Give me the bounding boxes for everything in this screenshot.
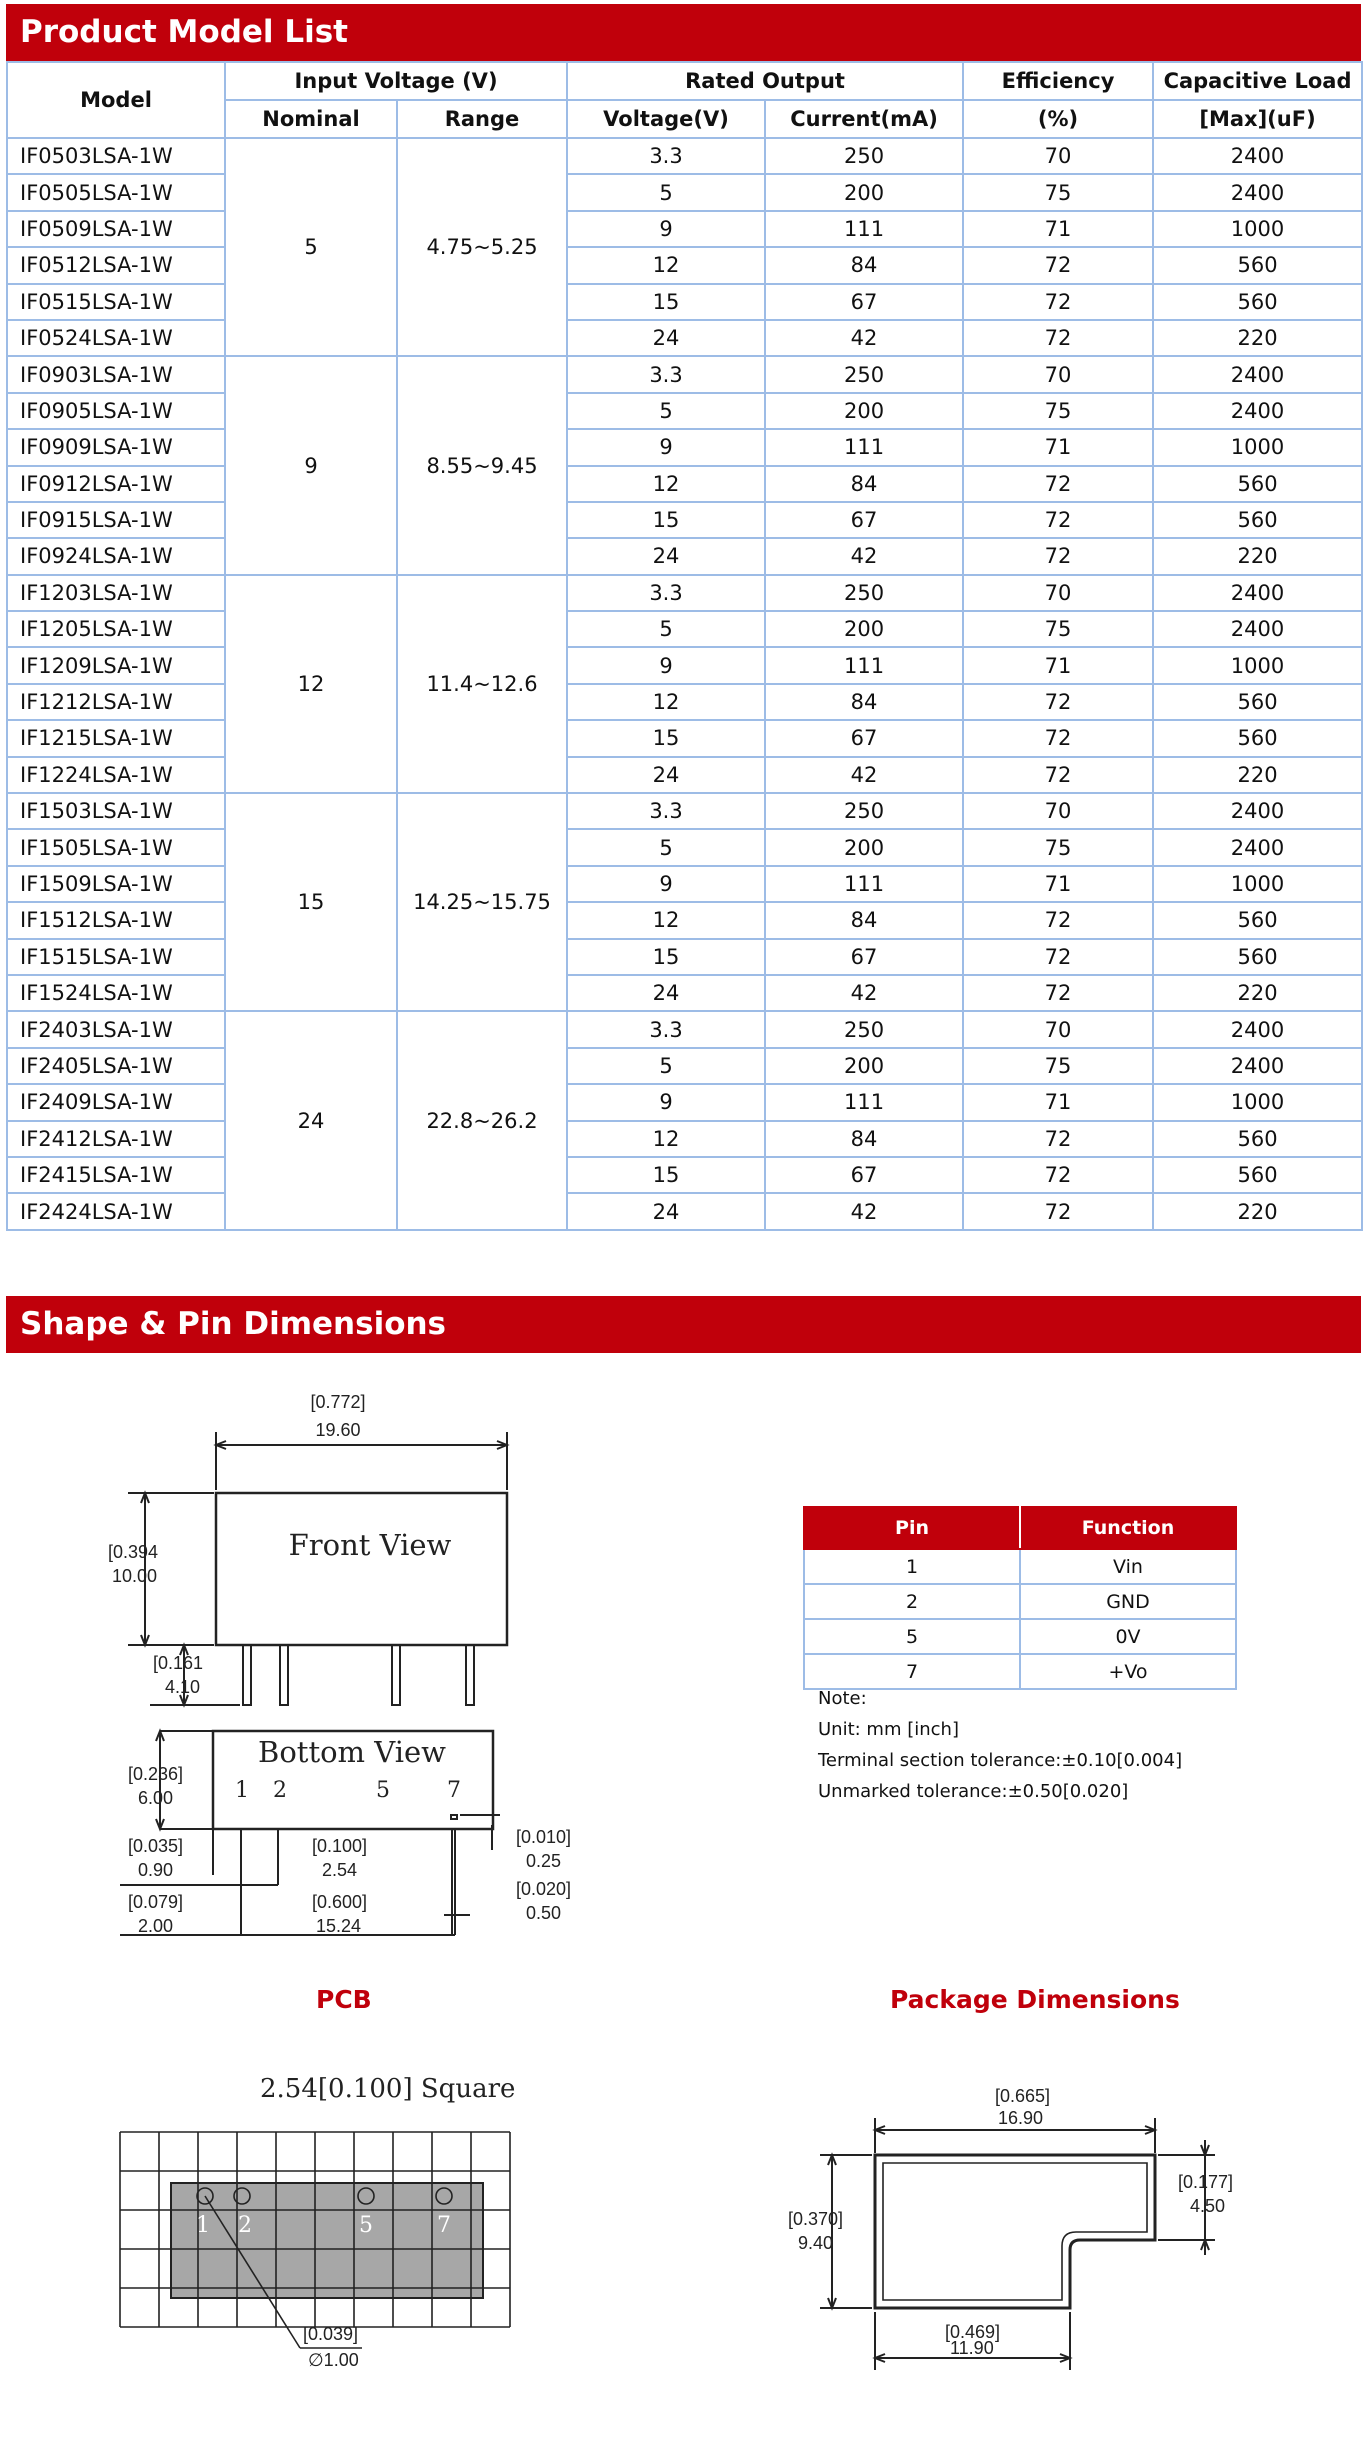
table-row [7, 211, 1362, 247]
model-cell: IF0912LSA-1W [7, 466, 225, 502]
efficiency-cell: 72 [963, 757, 1153, 793]
model-cell: IF0924LSA-1W [7, 538, 225, 574]
nominal-cell: 9 [225, 356, 397, 574]
front-width-mm: 19.60 [315, 1420, 361, 1440]
voltage-cell: 3.3 [567, 356, 765, 392]
current-cell: 42 [765, 975, 963, 1011]
section-title: Product Model List [20, 14, 348, 50]
cap-load-cell: 560 [1153, 939, 1362, 975]
efficiency-cell: 72 [963, 684, 1153, 720]
voltage-cell: 3.3 [567, 1011, 765, 1047]
efficiency-cell: 71 [963, 1084, 1153, 1120]
table-row [7, 939, 1362, 975]
efficiency-cell: 72 [963, 247, 1153, 283]
voltage-cell: 9 [567, 211, 765, 247]
table-row [7, 829, 1362, 865]
model-cell: IF0909LSA-1W [7, 429, 225, 465]
table-row [7, 975, 1362, 1011]
pin-row [804, 1549, 1236, 1584]
voltage-cell: 24 [567, 757, 765, 793]
table-row [7, 502, 1362, 538]
efficiency-cell: 72 [963, 720, 1153, 756]
table-row [7, 575, 1362, 611]
voltage-cell: 12 [567, 1121, 765, 1157]
pcb-hole-inch: [0.039] [303, 2324, 359, 2344]
current-cell: 42 [765, 757, 963, 793]
current-cell: 250 [765, 575, 963, 611]
bottom-pin-thk-mm: 0.25 [526, 1851, 562, 1871]
package-title: Package Dimensions [890, 1985, 1180, 2014]
cap-load-cell: 560 [1153, 284, 1362, 320]
current-cell: 200 [765, 393, 963, 429]
efficiency-cell: 71 [963, 647, 1153, 683]
package-width-mm: 16.90 [998, 2108, 1044, 2128]
current-cell: 84 [765, 1121, 963, 1157]
bottom-pitch-mm: 2.54 [322, 1860, 358, 1880]
pin-pin-cell: 5 [804, 1619, 1020, 1654]
header-input-voltage: Input Voltage (V) [225, 62, 567, 100]
cap-load-cell: 1000 [1153, 866, 1362, 902]
pcb-drawing [100, 2070, 600, 2380]
pin-pin-cell: 7 [804, 1654, 1020, 1689]
cap-load-cell: 2400 [1153, 1048, 1362, 1084]
voltage-cell: 5 [567, 611, 765, 647]
table-row [7, 284, 1362, 320]
current-cell: 67 [765, 1157, 963, 1193]
nominal-cell: 12 [225, 575, 397, 793]
package-height-inch: [0.370] [788, 2209, 844, 2229]
header-range: Range [397, 100, 567, 138]
model-cell: IF1203LSA-1W [7, 575, 225, 611]
efficiency-cell: 75 [963, 829, 1153, 865]
pcb-module-footprint [171, 2183, 483, 2298]
table-row [7, 466, 1362, 502]
cap-load-cell: 220 [1153, 757, 1362, 793]
efficiency-cell: 75 [963, 1048, 1153, 1084]
section-header-shape [6, 1296, 1361, 1353]
efficiency-cell: 71 [963, 429, 1153, 465]
cap-load-cell: 2400 [1153, 356, 1362, 392]
pcb-hole-mm: ∅1.00 [308, 2350, 359, 2370]
bottom-edge-inch: [0.035] [128, 1836, 184, 1856]
current-cell: 250 [765, 793, 963, 829]
current-cell: 67 [765, 720, 963, 756]
range-cell: 14.25~15.75 [397, 793, 567, 1011]
model-cell: IF1505LSA-1W [7, 829, 225, 865]
table-row [7, 138, 1362, 174]
cap-load-cell: 2400 [1153, 393, 1362, 429]
front-pin-len-mm: 4.10 [165, 1677, 201, 1697]
package-bottom-inch: [0.469] [945, 2322, 1001, 2342]
pcb-pin-1: 1 [196, 2213, 210, 2238]
pin-pin-cell: 1 [804, 1549, 1020, 1584]
cap-load-cell: 1000 [1153, 647, 1362, 683]
table-row [7, 247, 1362, 283]
current-cell: 84 [765, 684, 963, 720]
current-cell: 67 [765, 939, 963, 975]
model-cell: IF1509LSA-1W [7, 866, 225, 902]
current-cell: 42 [765, 1193, 963, 1229]
bottom-pin-7: 7 [447, 1778, 461, 1803]
bottom-pitch-inch: [0.100] [312, 1836, 368, 1856]
front-pin-len-inch: [0.161 [153, 1653, 204, 1673]
model-cell: IF2415LSA-1W [7, 1157, 225, 1193]
nominal-cell: 24 [225, 1011, 397, 1229]
pcb-pin-2: 2 [238, 2213, 252, 2238]
table-row [7, 320, 1362, 356]
current-cell: 111 [765, 429, 963, 465]
current-cell: 67 [765, 502, 963, 538]
cap-load-cell: 2400 [1153, 1011, 1362, 1047]
current-cell: 200 [765, 1048, 963, 1084]
current-cell: 111 [765, 647, 963, 683]
pin-row [804, 1584, 1236, 1619]
bottom-offset-mm: 2.00 [138, 1916, 174, 1936]
front-view-drawing [0, 1380, 640, 1700]
header-model: Model [7, 62, 225, 138]
pin-pin-cell: 2 [804, 1584, 1020, 1619]
table-row [7, 720, 1362, 756]
voltage-cell: 3.3 [567, 793, 765, 829]
current-cell: 111 [765, 211, 963, 247]
cap-load-cell: 560 [1153, 1157, 1362, 1193]
note-terminal-tolerance: Terminal section tolerance:±0.10[0.004] [818, 1750, 1183, 1771]
efficiency-cell: 70 [963, 138, 1153, 174]
cap-load-cell: 560 [1153, 720, 1362, 756]
model-cell: IF2405LSA-1W [7, 1048, 225, 1084]
model-cell: IF1503LSA-1W [7, 793, 225, 829]
header-nominal: Nominal [225, 100, 397, 138]
table-row [7, 1157, 1362, 1193]
table-row [7, 393, 1362, 429]
efficiency-cell: 72 [963, 1193, 1153, 1229]
efficiency-cell: 72 [963, 939, 1153, 975]
voltage-cell: 24 [567, 538, 765, 574]
efficiency-cell: 72 [963, 320, 1153, 356]
cap-load-cell: 220 [1153, 538, 1362, 574]
current-cell: 67 [765, 284, 963, 320]
front-height-inch: [0.394 [108, 1542, 159, 1562]
efficiency-cell: 72 [963, 1121, 1153, 1157]
model-cell: IF0503LSA-1W [7, 138, 225, 174]
package-height-mm: 9.40 [798, 2233, 834, 2253]
current-cell: 42 [765, 320, 963, 356]
pin-function-cell: +Vo [1020, 1654, 1236, 1689]
header-rated-output: Rated Output [567, 62, 963, 100]
cap-load-cell: 560 [1153, 466, 1362, 502]
bottom-depth-inch: [0.236] [128, 1764, 184, 1784]
voltage-cell: 5 [567, 1048, 765, 1084]
model-cell: IF1515LSA-1W [7, 939, 225, 975]
table-row [7, 611, 1362, 647]
table-row [7, 1193, 1362, 1229]
current-cell: 250 [765, 138, 963, 174]
table-row [7, 793, 1362, 829]
voltage-cell: 24 [567, 975, 765, 1011]
bottom-pin-1: 1 [235, 1778, 249, 1803]
section-title: Shape & Pin Dimensions [20, 1306, 447, 1342]
voltage-cell: 12 [567, 902, 765, 938]
current-cell: 84 [765, 466, 963, 502]
table-row [7, 1048, 1362, 1084]
efficiency-cell: 72 [963, 1157, 1153, 1193]
front-width-inch: [0.772] [310, 1392, 366, 1412]
package-bottom-mm: 11.90 [950, 2338, 994, 2358]
nominal-cell: 15 [225, 793, 397, 1011]
current-cell: 111 [765, 1084, 963, 1120]
current-cell: 250 [765, 356, 963, 392]
voltage-cell: 9 [567, 647, 765, 683]
pin-function-cell: GND [1020, 1584, 1236, 1619]
table-row [7, 1011, 1362, 1047]
efficiency-cell: 72 [963, 538, 1153, 574]
range-cell: 4.75~5.25 [397, 138, 567, 356]
header-pin: Pin [804, 1507, 1020, 1549]
bottom-depth-mm: 6.00 [138, 1788, 174, 1808]
section-header-model-list [6, 4, 1361, 61]
pin-function-cell: Vin [1020, 1549, 1236, 1584]
voltage-cell: 15 [567, 720, 765, 756]
voltage-cell: 5 [567, 829, 765, 865]
pcb-pin-5: 5 [359, 2213, 373, 2238]
header-cap-load-unit: [Max](uF) [1153, 100, 1362, 138]
notes-block [818, 1683, 1182, 1807]
table-row [7, 538, 1362, 574]
cap-load-cell: 2400 [1153, 793, 1362, 829]
package-width-inch: [0.665] [995, 2086, 1051, 2106]
voltage-cell: 5 [567, 174, 765, 210]
cap-load-cell: 220 [1153, 1193, 1362, 1229]
model-cell: IF0915LSA-1W [7, 502, 225, 538]
pin-function-cell: 0V [1020, 1619, 1236, 1654]
efficiency-cell: 70 [963, 793, 1153, 829]
model-cell: IF2412LSA-1W [7, 1121, 225, 1157]
header-efficiency-unit: (%) [963, 100, 1153, 138]
cap-load-cell: 2400 [1153, 174, 1362, 210]
table-row [7, 429, 1362, 465]
model-cell: IF0903LSA-1W [7, 356, 225, 392]
voltage-cell: 9 [567, 429, 765, 465]
efficiency-cell: 75 [963, 393, 1153, 429]
efficiency-cell: 72 [963, 975, 1153, 1011]
note-unit: Unit: mm [inch] [818, 1719, 959, 1740]
bottom-span-mm: 15.24 [316, 1916, 362, 1936]
bottom-offset-inch: [0.079] [128, 1892, 184, 1912]
efficiency-cell: 72 [963, 466, 1153, 502]
model-cell: IF2403LSA-1W [7, 1011, 225, 1047]
range-cell: 8.55~9.45 [397, 356, 567, 574]
current-cell: 111 [765, 866, 963, 902]
model-table [6, 61, 1363, 1231]
cap-load-cell: 220 [1153, 975, 1362, 1011]
package-step-inch: [0.177] [1178, 2172, 1234, 2192]
model-cell: IF1212LSA-1W [7, 684, 225, 720]
efficiency-cell: 75 [963, 611, 1153, 647]
voltage-cell: 24 [567, 1193, 765, 1229]
model-cell: IF0512LSA-1W [7, 247, 225, 283]
cap-load-cell: 560 [1153, 502, 1362, 538]
front-height-mm: 10.00 [112, 1566, 158, 1586]
efficiency-cell: 70 [963, 1011, 1153, 1047]
note-title: Note: [818, 1688, 867, 1709]
range-cell: 11.4~12.6 [397, 575, 567, 793]
current-cell: 250 [765, 1011, 963, 1047]
package-drawing [780, 2070, 1250, 2380]
header-function: Function [1020, 1507, 1236, 1549]
efficiency-cell: 75 [963, 174, 1153, 210]
note-unmarked-tolerance: Unmarked tolerance:±0.50[0.020] [818, 1781, 1129, 1802]
header-current: Current(mA) [765, 100, 963, 138]
nominal-cell: 5 [225, 138, 397, 356]
cap-load-cell: 560 [1153, 1121, 1362, 1157]
package-step-mm: 4.50 [1190, 2196, 1226, 2216]
header-voltage: Voltage(V) [567, 100, 765, 138]
model-cell: IF1209LSA-1W [7, 647, 225, 683]
model-cell: IF1205LSA-1W [7, 611, 225, 647]
current-cell: 200 [765, 611, 963, 647]
voltage-cell: 5 [567, 393, 765, 429]
voltage-cell: 12 [567, 466, 765, 502]
table-row [7, 1084, 1362, 1120]
cap-load-cell: 1000 [1153, 429, 1362, 465]
current-cell: 200 [765, 829, 963, 865]
header-efficiency: Efficiency [963, 62, 1153, 100]
voltage-cell: 15 [567, 502, 765, 538]
voltage-cell: 15 [567, 939, 765, 975]
cap-load-cell: 560 [1153, 247, 1362, 283]
cap-load-cell: 1000 [1153, 1084, 1362, 1120]
model-cell: IF0515LSA-1W [7, 284, 225, 320]
bottom-pin-w-mm: 0.50 [526, 1903, 562, 1923]
model-cell: IF0905LSA-1W [7, 393, 225, 429]
cap-load-cell: 2400 [1153, 138, 1362, 174]
bottom-view-drawing [0, 1715, 640, 1955]
model-cell: IF2424LSA-1W [7, 1193, 225, 1229]
table-row [7, 684, 1362, 720]
table-row [7, 174, 1362, 210]
model-cell: IF1215LSA-1W [7, 720, 225, 756]
efficiency-cell: 72 [963, 902, 1153, 938]
range-cell: 22.8~26.2 [397, 1011, 567, 1229]
pcb-grid-label: 2.54[0.100] Square [260, 2074, 516, 2104]
voltage-cell: 12 [567, 684, 765, 720]
efficiency-cell: 71 [963, 211, 1153, 247]
voltage-cell: 9 [567, 866, 765, 902]
efficiency-cell: 70 [963, 356, 1153, 392]
bottom-view-label: Bottom View [258, 1735, 446, 1769]
bottom-span-inch: [0.600] [312, 1892, 368, 1912]
voltage-cell: 15 [567, 284, 765, 320]
bottom-pin-w-inch: [0.020] [516, 1879, 572, 1899]
current-cell: 42 [765, 538, 963, 574]
cap-load-cell: 220 [1153, 320, 1362, 356]
pin-function-table [803, 1506, 1237, 1690]
cap-load-cell: 560 [1153, 684, 1362, 720]
bottom-edge-mm: 0.90 [138, 1860, 174, 1880]
table-row [7, 902, 1362, 938]
current-cell: 84 [765, 247, 963, 283]
header-cap-load: Capacitive Load [1153, 62, 1362, 100]
pin-row [804, 1619, 1236, 1654]
voltage-cell: 24 [567, 320, 765, 356]
model-cell: IF1524LSA-1W [7, 975, 225, 1011]
cap-load-cell: 2400 [1153, 611, 1362, 647]
pcb-pin-7: 7 [437, 2213, 451, 2238]
efficiency-cell: 72 [963, 284, 1153, 320]
efficiency-cell: 71 [963, 866, 1153, 902]
voltage-cell: 15 [567, 1157, 765, 1193]
voltage-cell: 3.3 [567, 575, 765, 611]
bottom-pin-5: 5 [376, 1778, 390, 1803]
table-row [7, 647, 1362, 683]
cap-load-cell: 1000 [1153, 211, 1362, 247]
model-cell: IF0509LSA-1W [7, 211, 225, 247]
cap-load-cell: 2400 [1153, 575, 1362, 611]
front-view-label: Front View [288, 1528, 452, 1562]
pcb-title: PCB [316, 1985, 372, 2014]
model-cell: IF2409LSA-1W [7, 1084, 225, 1120]
table-row [7, 866, 1362, 902]
table-row [7, 757, 1362, 793]
cap-load-cell: 2400 [1153, 829, 1362, 865]
table-row [7, 1121, 1362, 1157]
voltage-cell: 3.3 [567, 138, 765, 174]
cap-load-cell: 560 [1153, 902, 1362, 938]
efficiency-cell: 72 [963, 502, 1153, 538]
current-cell: 200 [765, 174, 963, 210]
model-cell: IF1512LSA-1W [7, 902, 225, 938]
model-cell: IF1224LSA-1W [7, 757, 225, 793]
table-row [7, 356, 1362, 392]
model-cell: IF0524LSA-1W [7, 320, 225, 356]
bottom-pin-thk-inch: [0.010] [516, 1827, 572, 1847]
voltage-cell: 9 [567, 1084, 765, 1120]
voltage-cell: 12 [567, 247, 765, 283]
bottom-pin-2: 2 [273, 1778, 287, 1803]
efficiency-cell: 70 [963, 575, 1153, 611]
current-cell: 84 [765, 902, 963, 938]
model-cell: IF0505LSA-1W [7, 174, 225, 210]
